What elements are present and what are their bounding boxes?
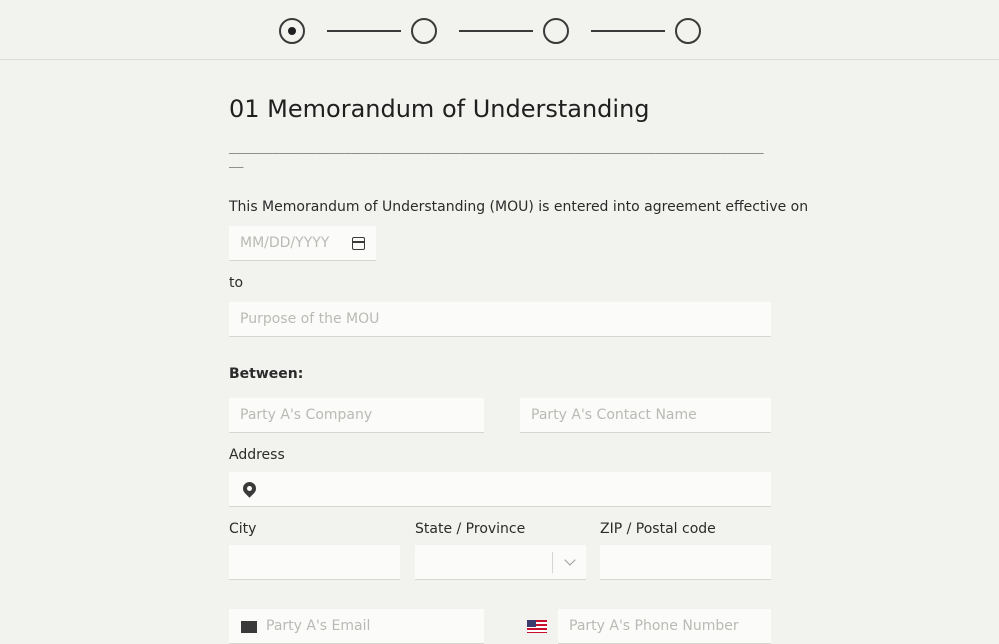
phone-input[interactable]	[558, 609, 771, 644]
progress-stepper	[0, 0, 999, 60]
party-contact-placeholder: Party A's Contact Name	[531, 407, 697, 423]
effective-date-input[interactable]	[229, 226, 376, 261]
step-3-indicator[interactable]	[543, 18, 569, 44]
step-4-indicator[interactable]	[675, 18, 701, 44]
zip-label: ZIP / Postal code	[600, 521, 716, 537]
city-label: City	[229, 521, 257, 537]
step-2-indicator[interactable]	[411, 18, 437, 44]
state-label: State / Province	[415, 521, 526, 537]
between-label: Between:	[229, 366, 304, 382]
party-company-placeholder: Party A's Company	[240, 407, 373, 423]
email-input[interactable]	[229, 609, 484, 644]
step-connector	[327, 30, 401, 32]
calendar-icon[interactable]	[352, 237, 365, 250]
state-select[interactable]	[415, 545, 586, 580]
city-input[interactable]	[229, 545, 400, 580]
email-icon	[241, 621, 257, 633]
email-placeholder: Party A's Email	[266, 618, 371, 634]
select-separator	[552, 552, 553, 573]
phone-placeholder: Party A's Phone Number	[569, 618, 739, 634]
date-placeholder: MM/DD/YYYY	[240, 235, 330, 251]
to-label: to	[229, 275, 244, 291]
purpose-input[interactable]	[229, 302, 771, 337]
party-contact-input[interactable]	[520, 398, 771, 433]
zip-input[interactable]	[600, 545, 771, 580]
page-title: 01 Memorandum of Understanding	[229, 95, 650, 123]
address-input[interactable]	[229, 472, 771, 507]
address-label: Address	[229, 447, 285, 463]
location-pin-icon	[240, 479, 258, 497]
us-flag-icon[interactable]	[527, 620, 547, 633]
purpose-placeholder: Purpose of the MOU	[240, 311, 380, 327]
title-divider: ____________________________________________________________________________	[229, 140, 764, 168]
party-company-input[interactable]	[229, 398, 484, 433]
chevron-down-icon[interactable]	[564, 554, 575, 565]
intro-text: This Memorandum of Understanding (MOU) is entered into agreement effective on	[229, 199, 809, 215]
step-1-indicator[interactable]	[279, 18, 305, 44]
step-connector	[459, 30, 533, 32]
step-connector	[591, 30, 665, 32]
